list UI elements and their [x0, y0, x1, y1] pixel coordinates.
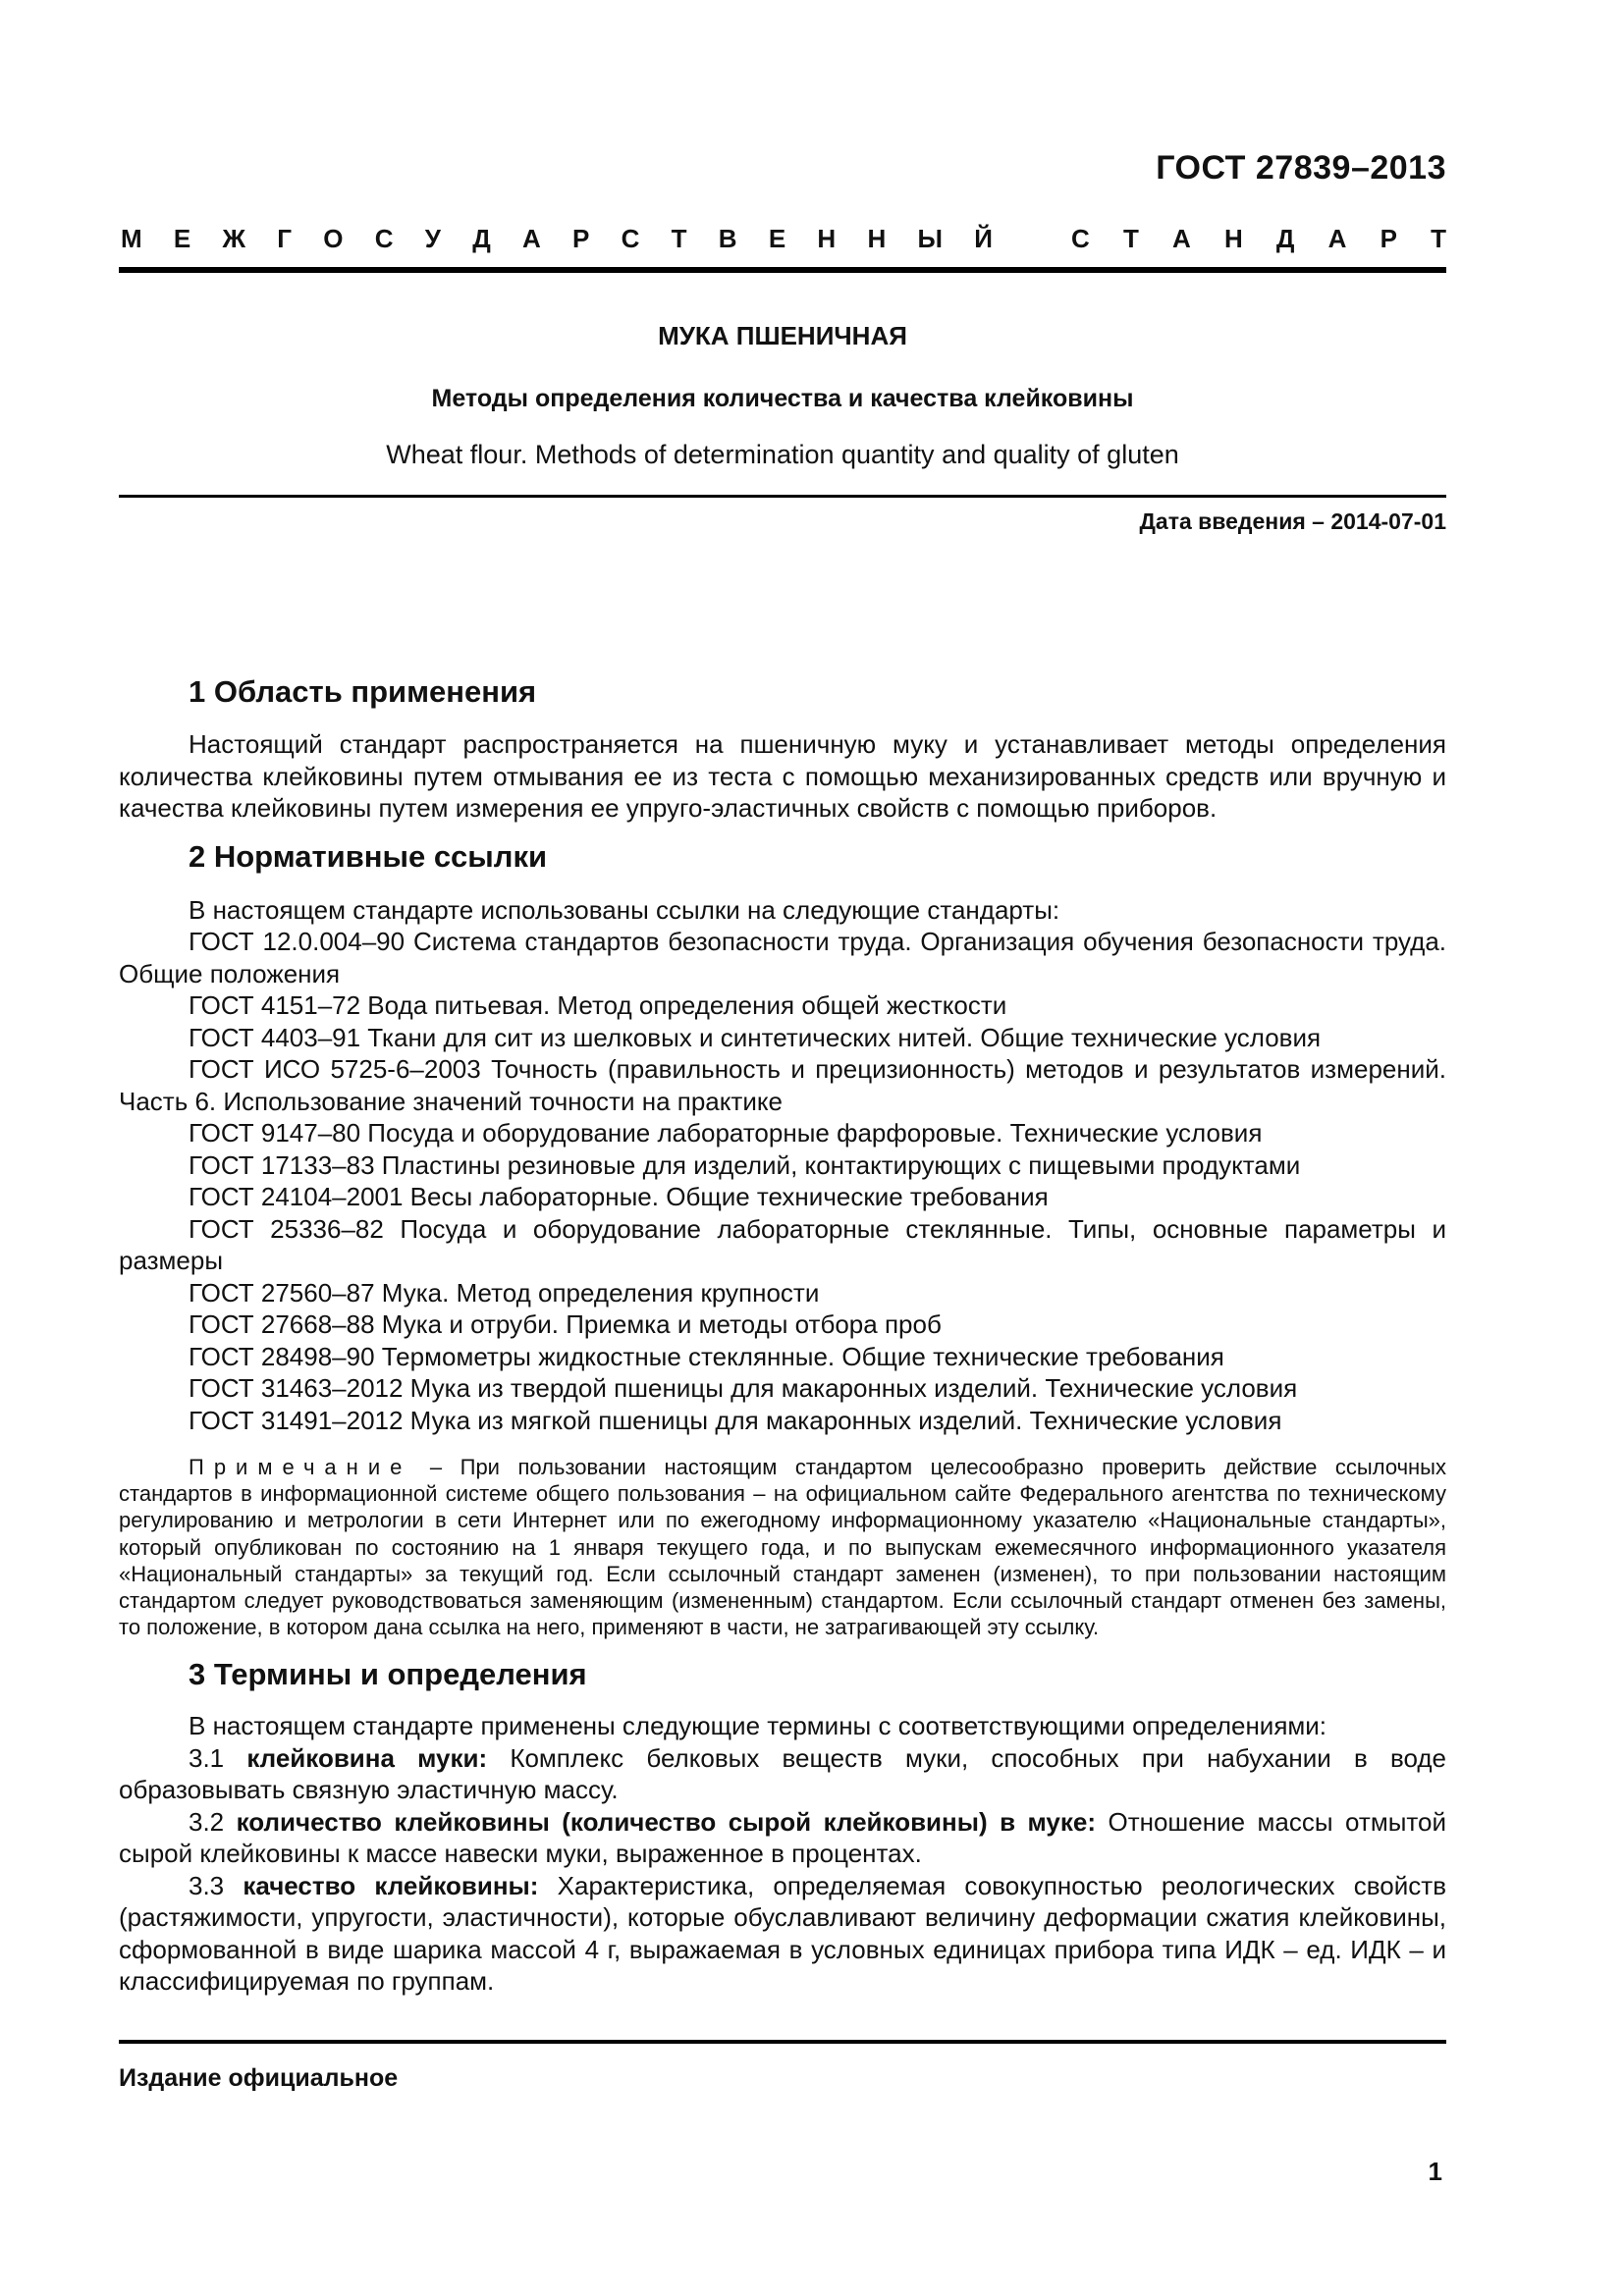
term-text: Комплекс белковых веществ муки, способных при набухании в воде образовывать связную эластичную массу.: [119, 1742, 1446, 1805]
term-number: 3.3: [189, 1870, 244, 1900]
term-definition: [119, 1870, 1446, 1998]
paragraph: В настоящем стандарте применены следующие термины с соответствующими определениями:: [189, 1711, 1327, 1741]
term-number: 3.2: [189, 1806, 237, 1837]
banner-letter: Ы: [917, 224, 943, 253]
reference-item: ГОСТ 25336–82 Посуда и оборудование лабораторные стеклянные. Типы, основные параметры и размеры: [119, 1213, 1446, 1275]
banner-letter: Т: [1122, 224, 1139, 253]
term-name: клейковина муки:: [246, 1742, 488, 1773]
interstate-standard-banner: [121, 224, 1446, 254]
banner-letter: Й: [974, 224, 993, 253]
banner-letter: Н: [1223, 224, 1243, 253]
edition-label: Издание официальное: [119, 2064, 399, 2092]
introduction-date: Дата введения – 2014-07-01: [1139, 508, 1446, 534]
document-body: [119, 672, 1446, 1998]
section-normative-references: [119, 837, 1446, 1641]
reference-item: ГОСТ ИСО 5725-6–2003 Точность (правильность и прецизионность) методов и результатов измерений. Часть 6. Использование значений точности на практике: [119, 1054, 1446, 1116]
reference-item: ГОСТ 28498–90 Термометры жидкостные стеклянные. Общие технические требования: [189, 1341, 1224, 1371]
term-text: Отношение массы отмытой сырой клейковины к массе навески муки, выраженное в процентах.: [119, 1806, 1446, 1869]
banner-letter: Д: [472, 224, 491, 253]
reference-item: ГОСТ 9147–80 Посуда и оборудование лабораторные фарфоровые. Технические условия: [189, 1118, 1263, 1148]
term-definition: [119, 1806, 1446, 1870]
document-title-english: Wheat flour. Methods of determination quantity and quality of gluten: [386, 440, 1179, 469]
term-number: 3.1: [189, 1742, 247, 1773]
document-page: [119, 0, 1446, 2296]
banner-letter: Т: [1431, 224, 1446, 253]
banner-letter: А: [1172, 224, 1191, 253]
reference-item: ГОСТ 24104–2001 Весы лабораторные. Общие технические требования: [189, 1182, 1049, 1211]
banner-letter: А: [1327, 224, 1347, 253]
section-terms-definitions: [119, 1655, 1446, 1998]
banner-letter: С: [1071, 224, 1090, 253]
paragraph: Настоящий стандарт распространяется на пшеничную муку и устанавливает методы определения количества клейковины путем отмывания ее из теста с помощью механизированных средств или вручную и качества клейковины путем измерения ее упруго-эластичных свойств с помощью приборов.: [119, 729, 1446, 823]
banner-letter: Т: [671, 224, 687, 253]
banner-letter: А: [522, 224, 541, 253]
header-divider: [119, 267, 1446, 273]
document-subtitle: Методы определения количества и качества клейковины: [431, 385, 1134, 412]
section-scope: [119, 672, 1446, 825]
banner-letter: М: [121, 224, 142, 253]
banner-letter: Р: [572, 224, 590, 253]
banner-letter: В: [718, 224, 737, 253]
section-heading: 3 Термины и определения: [189, 1657, 587, 1692]
term-name: качество клейковины:: [243, 1870, 539, 1900]
banner-letter: Н: [817, 224, 837, 253]
banner-letter: С: [374, 224, 394, 253]
reference-item: ГОСТ 4403–91 Ткани для сит из шелковых и синтетических нитей. Общие технические условия: [189, 1022, 1322, 1052]
title-divider: [119, 495, 1446, 498]
reference-item: ГОСТ 4151–72 Вода питьевая. Метод определения общей жесткости: [189, 990, 1007, 1020]
reference-item: ГОСТ 27668–88 Мука и отруби. Приемка и методы отбора проб: [189, 1309, 942, 1339]
banner-letter: Н: [867, 224, 887, 253]
reference-item: ГОСТ 12.0.004–90 Система стандартов безопасности труда. Организация обучения безопасности труда. Общие положения: [119, 927, 1446, 988]
reference-item: ГОСТ 27560–87 Мука. Метод определения крупности: [189, 1277, 820, 1308]
banner-letter: Ж: [222, 224, 246, 253]
term-definition: [119, 1742, 1446, 1806]
banner-letter: Д: [1275, 224, 1295, 253]
paragraph: В настоящем стандарте использованы ссылки на следующие стандарты:: [189, 894, 1060, 925]
document-title: МУКА ПШЕНИЧНАЯ: [658, 321, 907, 350]
term-name: количество клейковины (количество сырой клейковины) в муке:: [236, 1806, 1096, 1837]
banner-letter: У: [424, 224, 441, 253]
reference-item: ГОСТ 31463–2012 Мука из твердой пшеницы для макаронных изделий. Технические условия: [189, 1373, 1298, 1403]
term-list: [119, 1742, 1446, 1998]
banner-word-interstate: [121, 224, 993, 254]
section-heading: 2 Нормативные ссылки: [189, 838, 548, 874]
page-number: 1: [1428, 2157, 1442, 2186]
banner-letter: Р: [1380, 224, 1397, 253]
reference-list: [119, 926, 1446, 1436]
reference-item: ГОСТ 17133–83 Пластины резиновые для изделий, контактирующих с пищевыми продуктами: [189, 1149, 1301, 1180]
note: [119, 1454, 1446, 1640]
banner-letter: С: [621, 224, 640, 253]
banner-word-standard: [1071, 224, 1446, 254]
note-text: – При пользовании настоящим стандартом целесообразно проверить действие ссылочных стандартов в информационной системе общего пользования – на официальном сайте Федерального агентства по техническому регулированию и метрологии в сети Интернет или по ежегодному информационному указателю «Национальные стандарты», который опубликован по состоянию на 1 января текущего года, и по выпускам ежемесячного информационного указателя «Национальный стандарты» за текущий год. Если ссылочный стандарт заменен (изменен), то при пользовании настоящим стандартом следует руководствоваться заменяющим (измененным) стандартом. Если ссылочный стандарт отменен без замены, то положение, в котором дана ссылка на него, применяют в части, не затрагивающей эту ссылку.: [119, 1455, 1446, 1640]
banner-letter: Е: [173, 224, 191, 253]
note-label: Примечание: [189, 1455, 412, 1479]
term-text: Характеристика, определяемая совокупностью реологических свойств (растяжимости, упругости, эластичности), которые обуславливают величину деформации сжатия клейковины, сформованной в виде шарика массой 4 г, выражаемая в условных единицах прибора типа ИДК – ед. ИДК – и классифицируемая по группам.: [119, 1870, 1447, 1997]
banner-letter: О: [323, 224, 344, 253]
document-number: ГОСТ 27839–2013: [1156, 149, 1446, 187]
banner-letter: Е: [768, 224, 786, 253]
reference-item: ГОСТ 31491–2012 Мука из мягкой пшеницы для макаронных изделий. Технические условия: [189, 1405, 1282, 1435]
footer-divider: [119, 2040, 1446, 2044]
banner-letter: Г: [277, 224, 293, 253]
section-heading: 1 Область применения: [189, 674, 537, 709]
